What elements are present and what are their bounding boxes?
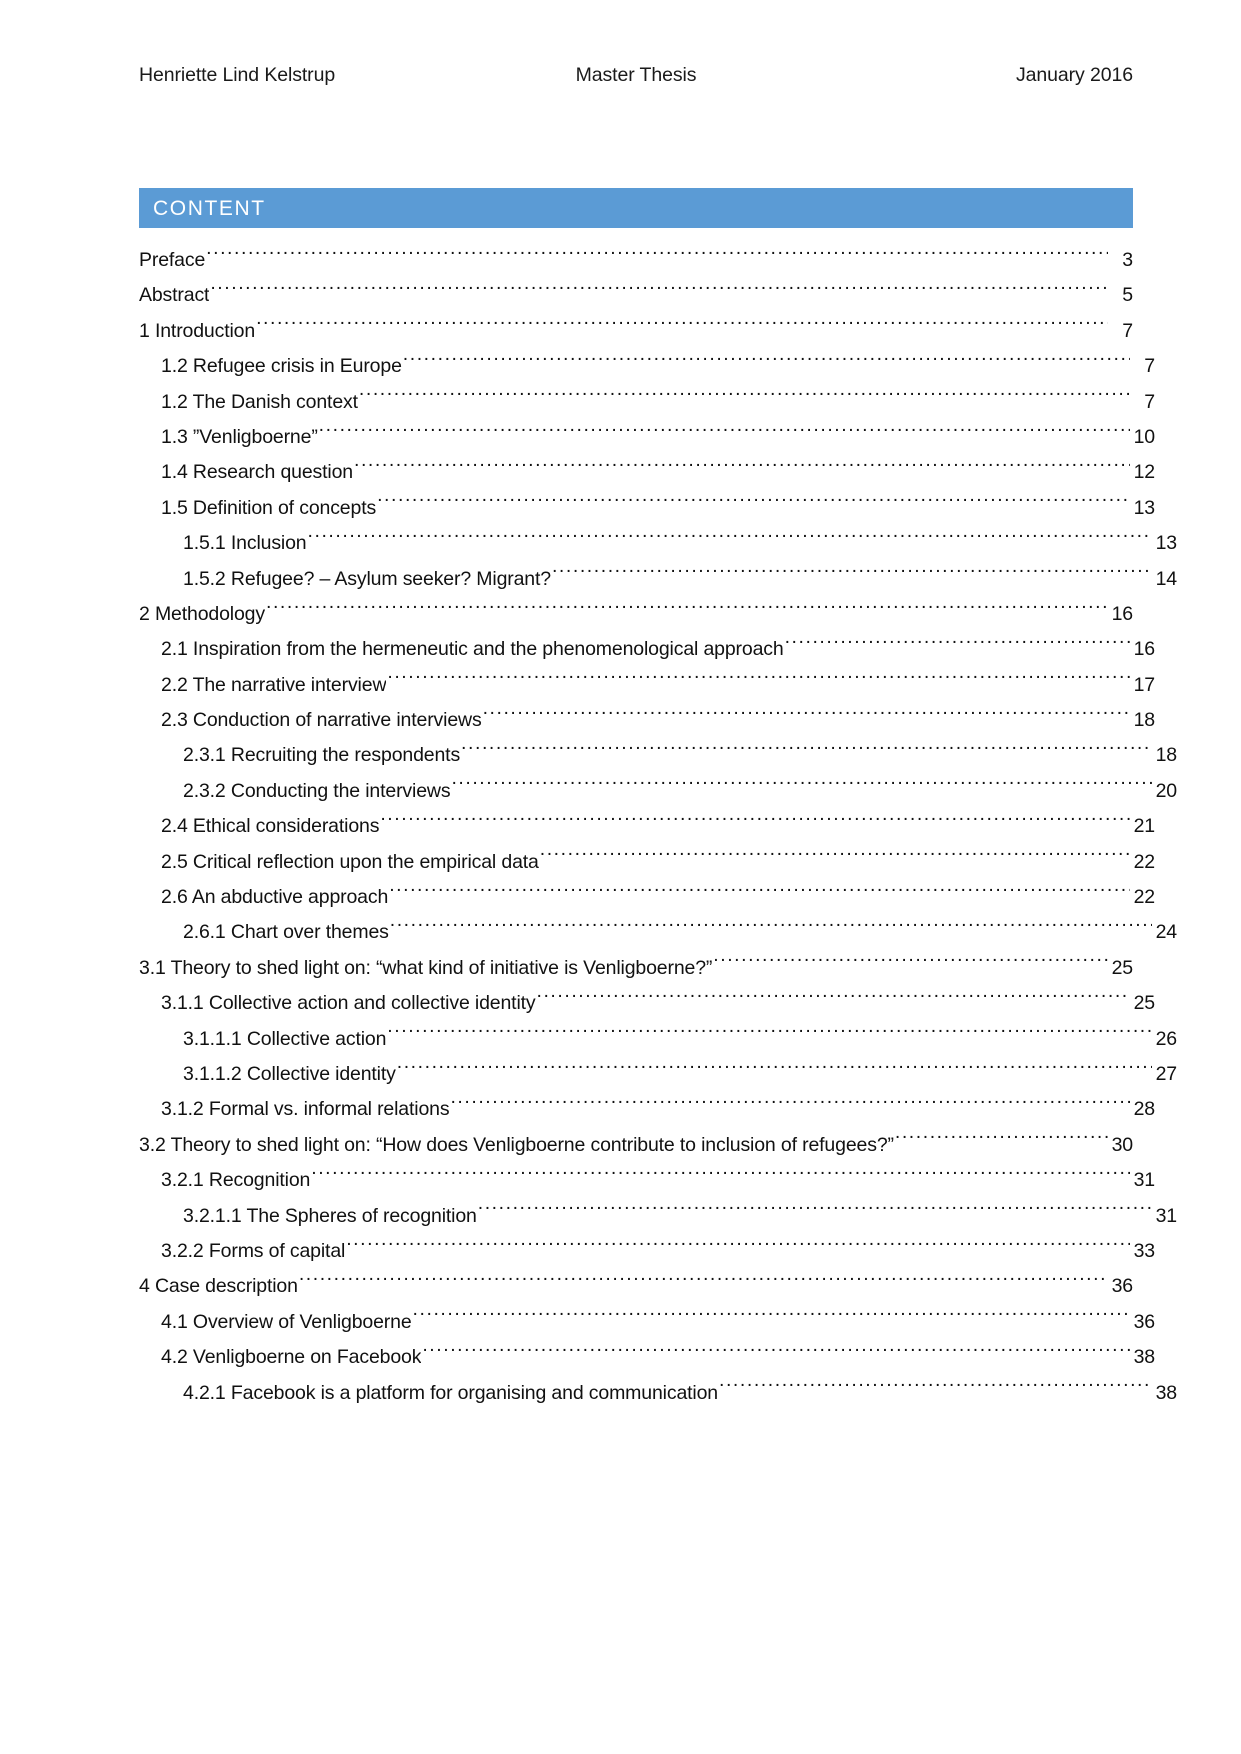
- toc-entry-page-number: 31: [1133, 1169, 1155, 1192]
- toc-entry-page-number: 22: [1133, 850, 1155, 873]
- toc-entry-label: 2.5 Critical reflection upon the empirical data: [161, 850, 539, 873]
- toc-entry[interactable]: [139, 278, 1133, 313]
- toc-dot-leader: [354, 459, 1130, 479]
- toc-dot-leader: [413, 1308, 1130, 1328]
- toc-entry-page-number: 38: [1155, 1381, 1177, 1404]
- toc-entry-label: 3.1.1.1 Collective action: [183, 1027, 387, 1050]
- toc-entry-page-number: 13: [1133, 496, 1155, 519]
- toc-entry-page-number: 5: [1122, 284, 1133, 307]
- toc-entry[interactable]: [139, 1163, 1155, 1198]
- toc-dot-leader: [713, 954, 1108, 974]
- toc-entry-label: 2.6 An abductive approach: [161, 886, 389, 909]
- toc-entry-label: 4.2 Venligboerne on Facebook: [161, 1346, 422, 1369]
- toc-entry[interactable]: [139, 809, 1155, 844]
- toc-entry-label: 3.1.2 Formal vs. informal relations: [161, 1098, 450, 1121]
- toc-dot-leader: [311, 1167, 1130, 1187]
- toc-dot-leader: [389, 884, 1130, 904]
- toc-entry-page-number: 16: [1111, 602, 1133, 625]
- toc-entry[interactable]: [139, 1305, 1155, 1340]
- toc-entry-label: 2.1 Inspiration from the hermeneutic and the phenomenological approach: [161, 638, 784, 661]
- toc-entry[interactable]: [139, 526, 1177, 561]
- toc-entry-label: 2 Methodology: [139, 602, 265, 625]
- toc-entry[interactable]: [139, 1128, 1133, 1163]
- content-banner-title: CONTENT: [153, 196, 266, 220]
- toc-dot-leader: [895, 1131, 1108, 1151]
- toc-entry-page-number: 10: [1133, 425, 1155, 448]
- toc-entry[interactable]: [139, 668, 1155, 703]
- toc-entry-page-number: 25: [1111, 956, 1133, 979]
- toc-entry-label: 2.2 The narrative interview: [161, 673, 387, 696]
- toc-entry[interactable]: [139, 951, 1133, 986]
- toc-entry-label: 1 Introduction: [139, 319, 256, 342]
- toc-entry-label: 1.3 ”Venligboerne”: [161, 425, 318, 448]
- toc-entry[interactable]: [139, 1199, 1177, 1234]
- toc-entry-page-number: 3: [1122, 249, 1133, 271]
- toc-entry-page-number: 7: [1122, 319, 1133, 342]
- toc-entry-page-number: 33: [1133, 1239, 1155, 1262]
- toc-entry[interactable]: [139, 1376, 1177, 1411]
- toc-entry-label: 1.5.2 Refugee? – Asylum seeker? Migrant?: [183, 567, 551, 590]
- toc-dot-leader: [552, 565, 1152, 585]
- toc-dot-leader: [206, 247, 1108, 267]
- toc-entry-page-number: 17: [1133, 673, 1155, 696]
- toc-entry[interactable]: [139, 1340, 1155, 1375]
- toc-entry[interactable]: [139, 1234, 1155, 1269]
- toc-entry-page-number: 25: [1133, 992, 1155, 1015]
- toc-entry[interactable]: [139, 1092, 1155, 1127]
- toc-entry-label: 2.6.1 Chart over themes: [183, 921, 389, 944]
- toc-entry[interactable]: [139, 597, 1133, 632]
- toc-entry-page-number: 28: [1133, 1098, 1155, 1121]
- toc-entry[interactable]: [139, 455, 1155, 490]
- toc-entry-page-number: 16: [1133, 638, 1155, 661]
- toc-entry-page-number: 24: [1155, 921, 1177, 944]
- toc-entry-label: 4 Case description: [139, 1275, 298, 1298]
- toc-dot-leader: [785, 636, 1130, 656]
- toc-entry[interactable]: [139, 632, 1155, 667]
- toc-entry-label: 1.2 The Danish context: [161, 390, 358, 413]
- toc-entry-label: Abstract: [139, 284, 210, 307]
- toc-entry-label: 1.4 Research question: [161, 461, 353, 484]
- toc-dot-leader: [403, 353, 1130, 373]
- toc-entry-page-number: 38: [1133, 1346, 1155, 1369]
- toc-entry-label: 2.3.2 Conducting the interviews: [183, 779, 451, 802]
- toc-dot-leader: [540, 848, 1130, 868]
- toc-dot-leader: [390, 919, 1152, 939]
- toc-entry[interactable]: [139, 915, 1177, 950]
- toc-entry-label: 2.3.1 Recruiting the respondents: [183, 744, 461, 767]
- toc-entry-label: 1.2 Refugee crisis in Europe: [161, 355, 402, 378]
- toc-entry-label: 1.5 Definition of concepts: [161, 496, 377, 519]
- toc-entry[interactable]: [139, 774, 1177, 809]
- toc-entry-label: 3.2 Theory to shed light on: “How does Venligboerne contribute to inclusion of refugees?”: [139, 1133, 894, 1156]
- toc-entry-label: 3.1.1 Collective action and collective identity: [161, 992, 536, 1015]
- toc-entry-page-number: 18: [1133, 709, 1155, 732]
- toc-entry[interactable]: [139, 703, 1155, 738]
- toc-entry-label: 4.1 Overview of Venligboerne: [161, 1310, 412, 1333]
- table-of-contents: [139, 243, 1177, 1411]
- running-header: [139, 62, 1133, 88]
- toc-entry-page-number: 18: [1155, 744, 1177, 767]
- toc-dot-leader: [478, 1202, 1152, 1222]
- content-banner: [139, 188, 1133, 228]
- toc-entry-page-number: 36: [1133, 1310, 1155, 1333]
- toc-dot-leader: [299, 1273, 1108, 1293]
- toc-dot-leader: [422, 1344, 1130, 1364]
- toc-entry-label: 3.2.1.1 The Spheres of recognition: [183, 1204, 477, 1227]
- toc-entry-page-number: 12: [1133, 461, 1155, 484]
- toc-dot-leader: [397, 1060, 1152, 1080]
- header-date: January 2016: [1016, 64, 1133, 86]
- toc-dot-leader: [719, 1379, 1152, 1399]
- toc-entry-label: 1.5.1 Inclusion: [183, 532, 307, 555]
- toc-dot-leader: [359, 388, 1130, 408]
- toc-entry-page-number: 27: [1155, 1062, 1177, 1085]
- header-document-type: Master Thesis: [575, 64, 697, 86]
- toc-entry[interactable]: [139, 314, 1133, 349]
- toc-entry-label: Preface: [139, 249, 206, 271]
- toc-entry[interactable]: [139, 1022, 1177, 1057]
- toc-dot-leader: [451, 777, 1152, 797]
- toc-entry[interactable]: [139, 1057, 1177, 1092]
- toc-entry-page-number: 13: [1155, 532, 1177, 555]
- toc-entry[interactable]: [139, 243, 1133, 278]
- toc-entry[interactable]: [139, 385, 1155, 420]
- toc-entry-page-number: 21: [1133, 815, 1155, 838]
- toc-entry[interactable]: [139, 491, 1155, 526]
- toc-entry-label: 2.4 Ethical considerations: [161, 815, 380, 838]
- toc-entry-page-number: 7: [1144, 390, 1155, 413]
- toc-dot-leader: [450, 1096, 1130, 1116]
- toc-entry[interactable]: [139, 1269, 1133, 1304]
- toc-dot-leader: [319, 423, 1130, 443]
- toc-entry-label: 4.2.1 Facebook is a platform for organising and communication: [183, 1381, 718, 1404]
- toc-entry[interactable]: [139, 986, 1155, 1021]
- toc-entry[interactable]: [139, 562, 1177, 597]
- toc-entry-page-number: 31: [1155, 1204, 1177, 1227]
- toc-entry-label: 3.2.2 Forms of capital: [161, 1239, 346, 1262]
- toc-entry[interactable]: [139, 738, 1177, 773]
- toc-dot-leader: [483, 707, 1130, 727]
- toc-entry-page-number: 22: [1133, 886, 1155, 909]
- toc-dot-leader: [461, 742, 1152, 762]
- toc-entry[interactable]: [139, 349, 1155, 384]
- toc-entry-page-number: 14: [1155, 567, 1177, 590]
- toc-entry-page-number: 26: [1155, 1027, 1177, 1050]
- toc-entry-page-number: 20: [1155, 779, 1177, 802]
- toc-entry[interactable]: [139, 420, 1155, 455]
- toc-entry-page-number: 36: [1111, 1275, 1133, 1298]
- toc-dot-leader: [308, 530, 1152, 550]
- toc-entry[interactable]: [139, 880, 1155, 915]
- toc-dot-leader: [537, 990, 1131, 1010]
- toc-entry[interactable]: [139, 845, 1155, 880]
- toc-entry-label: 3.2.1 Recognition: [161, 1169, 311, 1192]
- toc-dot-leader: [210, 282, 1108, 302]
- toc-entry-page-number: 7: [1144, 355, 1155, 378]
- toc-dot-leader: [387, 1025, 1152, 1045]
- toc-dot-leader: [266, 600, 1108, 620]
- toc-dot-leader: [346, 1237, 1130, 1257]
- toc-dot-leader: [256, 317, 1108, 337]
- header-author: Henriette Lind Kelstrup: [139, 64, 336, 86]
- toc-entry-page-number: 30: [1111, 1133, 1133, 1156]
- toc-entry-label: 3.1 Theory to shed light on: “what kind of initiative is Venligboerne?”: [139, 956, 713, 979]
- toc-dot-leader: [377, 494, 1130, 514]
- toc-dot-leader: [380, 813, 1130, 833]
- toc-entry-label: 2.3 Conduction of narrative interviews: [161, 709, 482, 732]
- toc-entry-label: 3.1.1.2 Collective identity: [183, 1062, 396, 1085]
- toc-dot-leader: [387, 671, 1130, 691]
